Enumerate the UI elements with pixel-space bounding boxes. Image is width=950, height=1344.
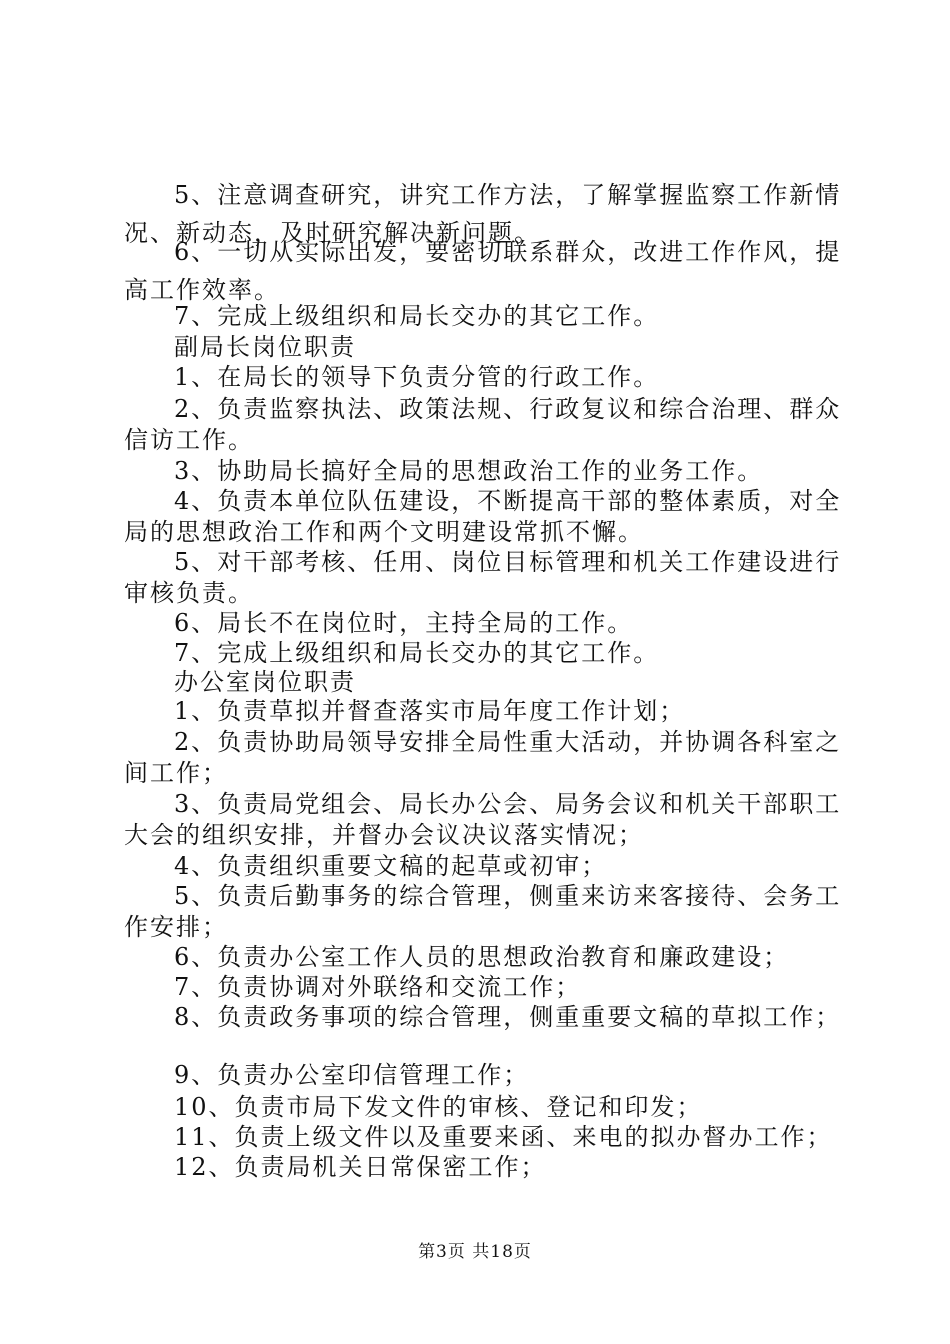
paragraph-line: 信访工作。 <box>124 426 254 454</box>
paragraph-line: 6、负责办公室工作人员的思想政治教育和廉政建设； <box>174 943 790 971</box>
paragraph-line: 局的思想政治工作和两个文明建设常抓不懈。 <box>124 518 644 546</box>
paragraph-line: 8、负责政务事项的综合管理，侧重重要文稿的草拟工作； <box>174 1003 842 1031</box>
paragraph-line: 作安排； <box>124 913 228 941</box>
paragraph-line: 3、协助局长搞好全局的思想政治工作的业务工作。 <box>174 457 764 485</box>
paragraph-line: 大会的组织安排，并督办会议决议落实情况； <box>124 821 644 849</box>
paragraph-line: 1、在局长的领导下负责分管的行政工作。 <box>174 363 660 391</box>
paragraph-line: 6、局长不在岗位时，主持全局的工作。 <box>174 609 634 637</box>
paragraph-line: 4、负责组织重要文稿的起草或初审； <box>174 852 608 880</box>
paragraph-line: 7、负责协调对外联络和交流工作； <box>174 973 582 1001</box>
paragraph-line: 1、负责草拟并督查落实市局年度工作计划； <box>174 697 686 725</box>
paragraph-line: 5、负责后勤事务的综合管理，侧重来访来客接待、会务工 <box>174 882 842 910</box>
paragraph-line: 高工作效率。 <box>124 276 280 304</box>
paragraph-line: 5、对干部考核、任用、岗位目标管理和机关工作建设进行 <box>174 548 842 576</box>
paragraph-line: 2、负责监察执法、政策法规、行政复议和综合治理、群众 <box>174 395 842 423</box>
page-number-footer: 第3页 共18页 <box>418 1242 532 1262</box>
section-heading: 办公室岗位职责 <box>174 668 356 696</box>
paragraph-line: 7、完成上级组织和局长交办的其它工作。 <box>174 302 660 330</box>
paragraph-line: 6、一切从实际出发，要密切联系群众，改进工作作风，提 <box>174 238 842 266</box>
paragraph-line: 3、负责局党组会、局长办公会、局务会议和机关干部职工 <box>174 790 842 818</box>
paragraph-line: 审核负责。 <box>124 579 254 607</box>
paragraph-line: 况、新动态，及时研究解决新问题。 <box>124 219 540 247</box>
paragraph-line: 10、负责市局下发文件的审核、登记和印发； <box>174 1093 703 1121</box>
section-heading: 副局长岗位职责 <box>174 333 356 361</box>
paragraph-line: 5、注意调查研究，讲究工作方法，了解掌握监察工作新情 <box>174 181 842 209</box>
paragraph-line: 4、负责本单位队伍建设，不断提高干部的整体素质，对全 <box>174 487 842 515</box>
paragraph-line: 2、负责协助局领导安排全局性重大活动，并协调各科室之 <box>174 728 842 756</box>
paragraph-line: 12、负责局机关日常保密工作； <box>174 1153 547 1181</box>
paragraph-line: 7、完成上级组织和局长交办的其它工作。 <box>174 639 660 667</box>
paragraph-line: 11、负责上级文件以及重要来函、来电的拟办督办工作； <box>174 1123 833 1151</box>
paragraph-line: 间工作； <box>124 759 228 787</box>
paragraph-line: 9、负责办公室印信管理工作； <box>174 1061 530 1089</box>
